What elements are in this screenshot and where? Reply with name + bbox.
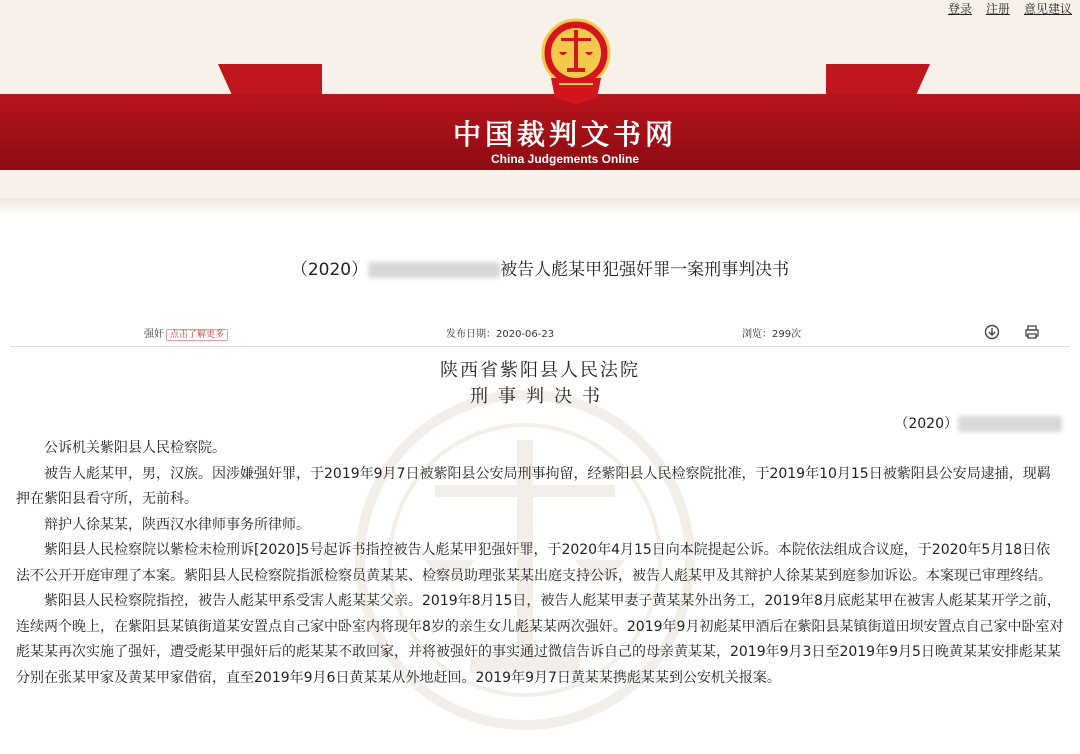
feedback-link[interactable]: 意见建议 [1023,2,1072,16]
register-link[interactable]: 注册 [985,2,1010,16]
case-number-year: （2020） [894,416,958,432]
view-count [742,325,801,340]
court-emblem-logo [541,18,611,104]
top-links [948,0,1072,18]
document-type: 刑事判决书 [470,386,610,407]
download-icon[interactable] [984,324,1000,340]
publish-label: 发布日期： [446,329,496,340]
views-value: 299次 [772,329,802,340]
publish-date [446,325,554,340]
login-link[interactable]: 登录 [947,2,972,16]
case-tag [144,325,228,340]
document-title [0,255,1080,280]
paragraph: 紫阳县人民检察院以紫检未检刑诉[2020]5号起诉书指控被告人彪某甲犯强奸罪，于2020年4月15日向本院提起公诉。本院依法组成合议庭，于2020年5月18日依法不公开开庭审理了本案。紫阳县人民检察院指派检察员黄某某、检察员助理张某某出庭支持公诉，被告人彪某甲及其辩护人徐某某到庭参加诉讼。本案现已审理终结。 [16,542,1052,584]
paragraph: 辩护人徐某某，陕西汉水律师事务所律师。 [44,516,310,533]
site-subtitle: China Judgements Online [490,152,640,166]
case-number [894,413,1062,433]
redacted-case-number-2 [958,416,1062,432]
site-title: 中国裁判文书网 [452,118,677,151]
title-text: 被告人彪某甲犯强奸罪一案刑事判决书 [500,260,790,280]
paragraph: 被告人彪某甲，男，汉族。因涉嫌强奸罪，于2019年9月7日被紫阳县公安局刑事拘留，经紫阳县人民检察院批准，于2019年10月15日被紫阳县公安局逮捕，现羁押在紫阳县看守所，无前科。 [16,465,1051,507]
paragraph: 公诉机关紫阳县人民检察院。 [44,440,226,456]
site-banner [0,0,1080,198]
banner-shadow [0,198,1080,216]
tag-label: 强奸 [144,329,164,340]
court-name: 陕西省紫阳县人民法院 [440,360,640,381]
redacted-case-number [368,262,500,278]
publish-date-value: 2020-06-23 [496,329,555,340]
paragraph: 紫阳县人民检察院指控，被告人彪某甲系受害人彪某某父亲。2019年8月15日，被告人彪某甲妻子黄某某外出务工，2019年8月底彪某甲在被害人彪某某开学之前，连续两个晚上，在紫阳县某镇街道某安置点自己家中卧室内将现年8岁的亲生女儿彪某某两次强奸。2019年9月初彪某甲酒后在紫阳县某镇街道田坝安置点自己家中卧室对彪某某再次实施了强奸，遭受彪某甲强奸后的彪某某不敢回家，并将被强奸的事实通过微信告诉自己的母亲黄某某，2019年9月3日至2019年9月5日晚黄某某安排彪某某分别在张某甲家及黄某甲家借宿，直至2019年9月6日黄某某从外地赶回。2019年9月7日黄某某携彪某某到公安机关报案。 [16,593,1064,686]
print-icon[interactable] [1024,324,1040,340]
title-case-year: （2020） [290,260,369,280]
tag-more-link[interactable]: 点击了解更多 [166,329,228,341]
views-label: 浏览： [742,329,772,340]
header-divider [10,346,1070,347]
judgement-content [16,436,1064,691]
